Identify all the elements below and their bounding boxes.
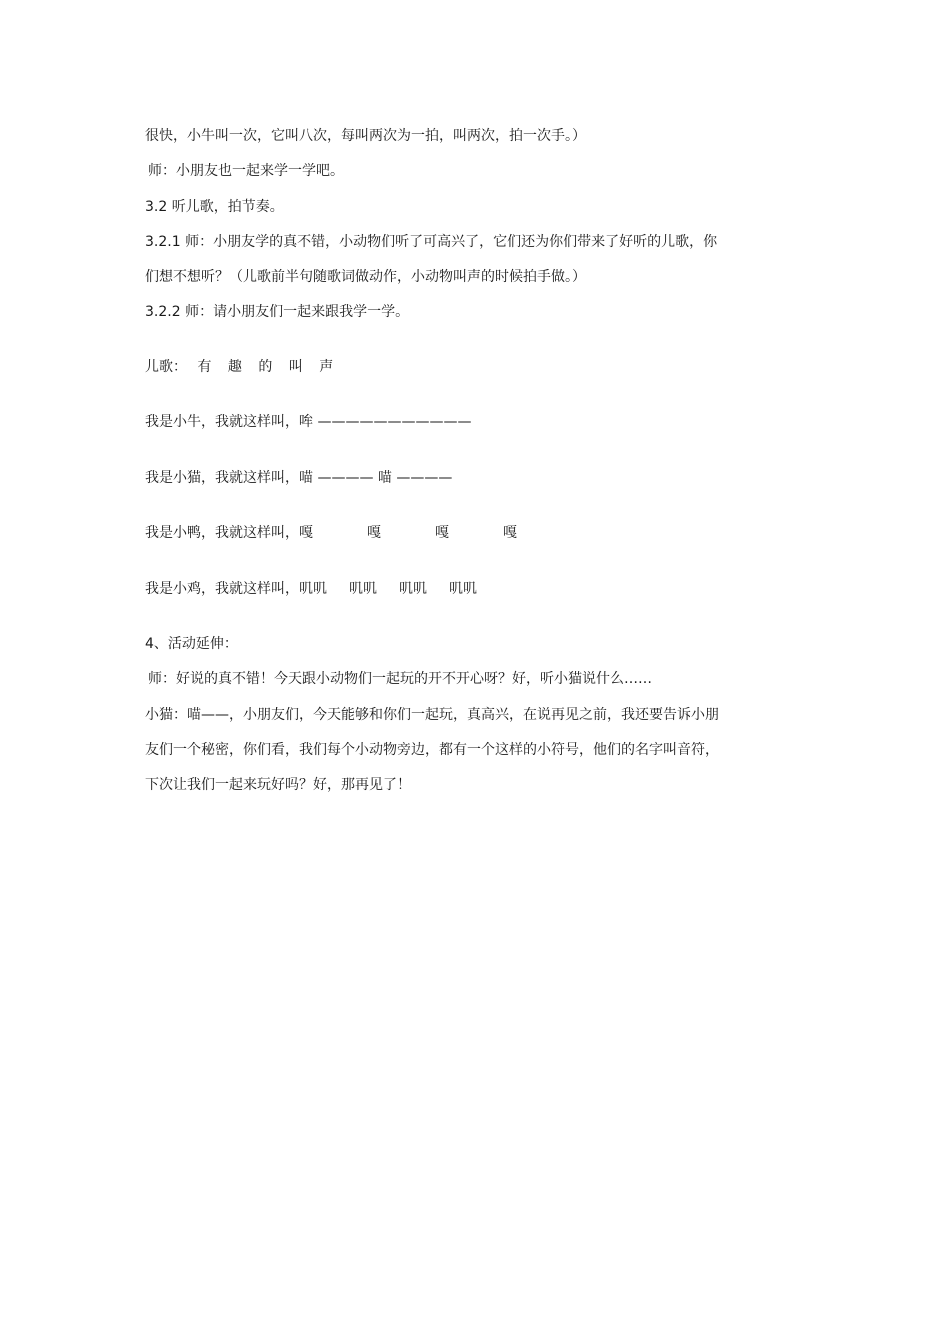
section-3-2-1-line: 3.2.1 师：小朋友学的真不错，小动物们听了可高兴了，它们还为你们带来了好听的儿歌，你 [145,234,718,250]
section-3-2-1-continuation: 们想不想听？（儿歌前半句随歌词做动作，小动物叫声的时候拍手做。） [145,269,586,285]
verse-prefix: 我是小鸡，我就这样叫， [145,581,299,597]
rhyme-label: 儿歌： [145,359,187,375]
verse-sound: 叽叽 [449,581,477,597]
verse-sound: 嘎 [503,525,517,541]
teacher-line: 师：小朋友也一起来学一学吧。 [148,163,344,179]
verse-sound: 嘎 [435,525,449,541]
rhyme-verse [145,468,825,488]
section-3-2-2-line: 3.2.2 师：请小朋友们一起来跟我学一学。 [145,304,410,320]
rhyme-verse [145,412,825,432]
cat-line-end: 下次让我们一起来玩好吗？好，那再见了！ [145,777,411,793]
rhyme-title [145,357,825,377]
verse-sound: 叽叽 [349,581,377,597]
verse-prefix: 我是小鸭，我就这样叫， [145,525,299,541]
paragraph-line: 很快，小牛叫一次，它叫八次，每叫两次为一拍，叫两次，拍一次手。） [145,128,586,144]
teacher-line: 师：好说的真不错！今天跟小动物们一起玩的开不开心呀？好，听小猫说什么…… [148,671,652,687]
rhyme-title-text: 有 趣 的 叫 声 [197,359,340,375]
verse-sound: 叽叽 [399,581,427,597]
verse-sound: 叽叽 [299,581,327,597]
verse-sound: 喵 ———— 喵 ———— [299,470,453,486]
cat-line-continuation: 友们一个秘密，你们看，我们每个小动物旁边，都有一个这样的小符号，他们的名字叫音符， [145,742,719,758]
cat-line: 小猫：喵——，小朋友们，今天能够和你们一起玩，真高兴，在说再见之前，我还要告诉小朋 [145,707,719,723]
verse-prefix: 我是小牛，我就这样叫， [145,414,299,430]
verse-prefix: 我是小猫，我就这样叫， [145,470,299,486]
verse-sound: 嘎 [299,525,313,541]
section-heading-4: 4、活动延伸： [145,636,238,652]
rhyme-verse [145,523,825,543]
rhyme-verse [145,579,825,599]
verse-sound: 哞 ——————————— [299,414,472,430]
section-heading-3-2: 3.2 听儿歌，拍节奏。 [145,199,284,215]
verse-sound: 嘎 [367,525,381,541]
